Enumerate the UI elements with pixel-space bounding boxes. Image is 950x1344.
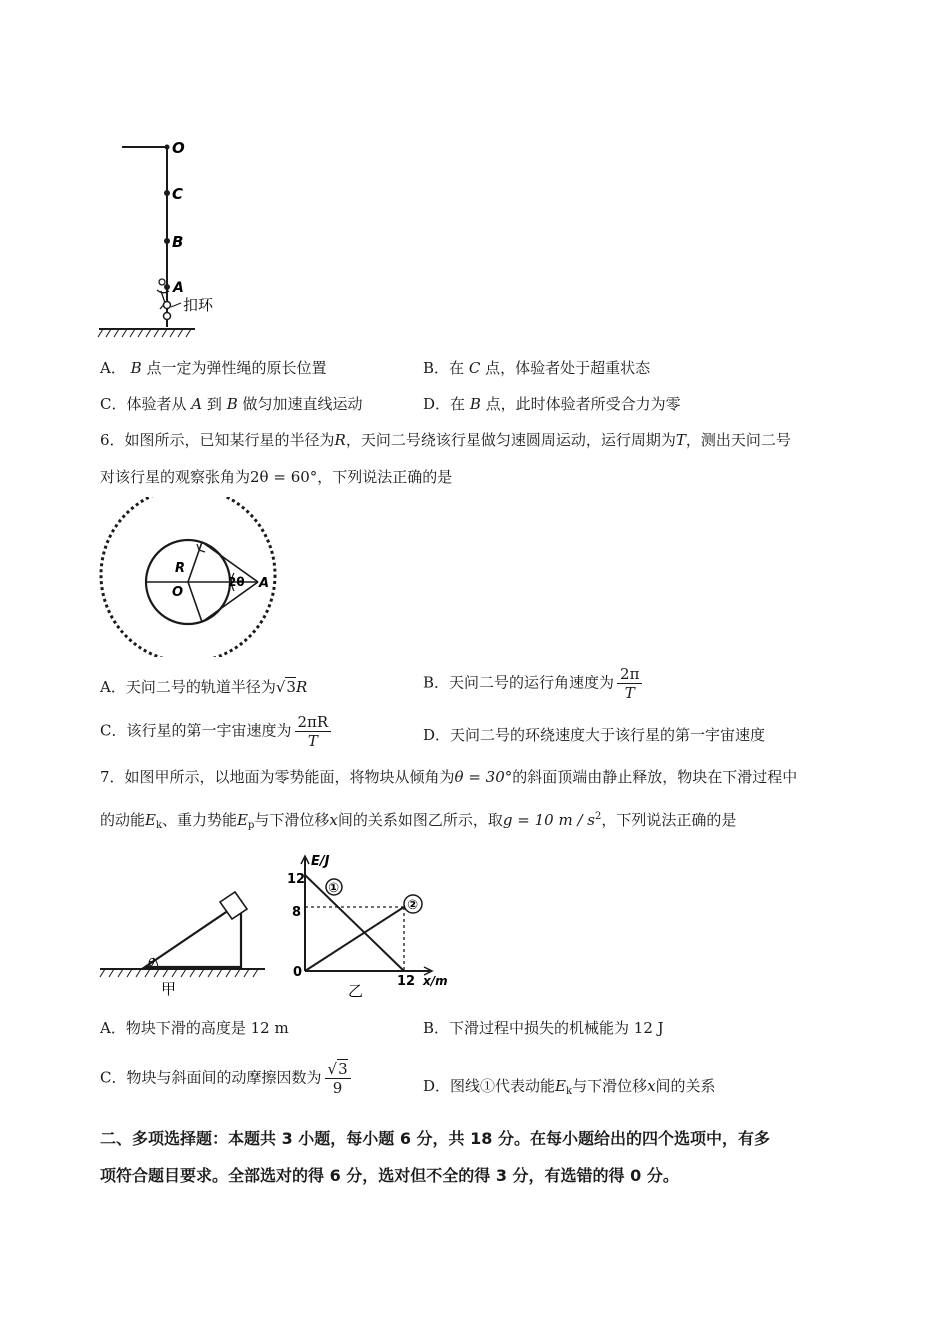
subscript: p bbox=[248, 820, 255, 831]
label-R: R bbox=[175, 561, 186, 576]
curve-2-marker bbox=[404, 895, 422, 913]
label-A: A bbox=[173, 280, 184, 296]
option-letter: B． bbox=[423, 1019, 450, 1037]
clasp-ring bbox=[164, 302, 171, 309]
denominator: T bbox=[624, 684, 635, 702]
var-R: R bbox=[334, 431, 346, 449]
point-C bbox=[164, 190, 170, 196]
fraction bbox=[325, 1060, 351, 1097]
var-E: E bbox=[145, 811, 156, 829]
var-E: E bbox=[555, 1077, 566, 1095]
stem-text: 、重力势能 bbox=[162, 811, 238, 829]
stem-text: 对该行星的观察张角为 bbox=[100, 468, 251, 486]
option-text: 体验者从 bbox=[126, 395, 187, 413]
q7-option-c[interactable] bbox=[100, 1060, 354, 1097]
superscript: 2 bbox=[594, 811, 602, 822]
tick-label-y-8: 8 bbox=[292, 905, 302, 920]
g-expr: g = 10 m / s bbox=[502, 811, 595, 829]
var: B bbox=[130, 359, 142, 377]
sqrt-radicand: 3 bbox=[286, 678, 296, 696]
tick-label-x-12: 12 bbox=[397, 974, 416, 989]
angle-expr: 2θ = 60° bbox=[250, 468, 318, 486]
option-text: 图线①代表动能 bbox=[450, 1077, 556, 1095]
var: A bbox=[191, 395, 203, 413]
option-letter: A． bbox=[100, 1019, 126, 1037]
curve-1-label: ① bbox=[328, 881, 340, 896]
q5-option-a[interactable] bbox=[100, 357, 326, 379]
label-O: O bbox=[172, 139, 185, 157]
option-text: 点，此时体验者所受合力为零 bbox=[485, 395, 681, 413]
option-text: 在 bbox=[449, 359, 465, 377]
var: C bbox=[468, 359, 481, 377]
numerator: √3 bbox=[325, 1060, 351, 1079]
q7-stem-line1 bbox=[100, 766, 797, 788]
series-line-2 bbox=[305, 907, 404, 971]
numerator: 2πR bbox=[295, 713, 332, 732]
q6-option-d[interactable] bbox=[423, 724, 765, 746]
point-A bbox=[164, 284, 170, 290]
bungee-figure bbox=[95, 135, 235, 345]
var-x: x bbox=[647, 1077, 656, 1095]
section2-heading-line2: 项符合题目要求。全部选对的得 6 分，选对但不全的得 3 分，有选错的得 0 分。 bbox=[100, 1166, 679, 1185]
planet-orbit-figure bbox=[95, 497, 285, 657]
option-text: 在 bbox=[450, 395, 466, 413]
option-text: 天问二号的环绕速度大于该行星的第一宇宙速度 bbox=[450, 726, 766, 744]
numerator: 2π bbox=[617, 665, 642, 684]
sqrt-expr: √3R bbox=[275, 678, 308, 696]
option-text: 天问二号的轨道半径为 bbox=[125, 678, 276, 696]
var: B bbox=[469, 395, 481, 413]
stem-text: 的动能 bbox=[100, 811, 146, 829]
energy-chart bbox=[282, 850, 462, 1000]
block bbox=[220, 892, 247, 919]
section2-heading-line1: 二、多项选择题：本题共 3 小题，每小题 6 分，共 18 分。在每小题给出的四个选项中，有多 bbox=[100, 1129, 770, 1148]
option-text: 下滑过程中损失的机械能为 12 J bbox=[449, 1019, 664, 1037]
option-text: 点一定为弹性绳的原长位置 bbox=[146, 359, 327, 377]
option-letter: A． bbox=[100, 678, 126, 696]
curve-1-marker bbox=[326, 879, 342, 896]
series-line-1 bbox=[305, 875, 404, 971]
q6-stem-line1 bbox=[100, 429, 791, 451]
angle-expr: θ = 30° bbox=[454, 768, 513, 786]
q6-option-c[interactable] bbox=[100, 713, 334, 750]
stem-text: 与下滑位移 bbox=[254, 811, 330, 829]
q6-option-a[interactable] bbox=[100, 676, 307, 698]
option-text: 点，体验者处于超重状态 bbox=[485, 359, 651, 377]
option-letter: C． bbox=[100, 721, 127, 740]
fraction bbox=[617, 665, 642, 702]
option-text: 间的关系 bbox=[655, 1077, 716, 1095]
q6-stem-line2 bbox=[100, 466, 452, 488]
option-letter: D． bbox=[423, 726, 451, 744]
var: R bbox=[295, 678, 308, 696]
incline-figure bbox=[95, 870, 275, 1000]
option-letter: D． bbox=[423, 1077, 451, 1095]
q7-option-d[interactable] bbox=[423, 1075, 716, 1103]
var: B bbox=[226, 395, 238, 413]
option-letter: D． bbox=[423, 395, 451, 413]
label-ring: 扣环 bbox=[183, 296, 214, 314]
q7-option-a[interactable] bbox=[100, 1017, 289, 1039]
x-axis-label: x/m bbox=[423, 974, 448, 988]
stem-text: 间的关系如图乙所示，取 bbox=[337, 811, 503, 829]
option-letter: B． bbox=[423, 673, 450, 692]
point-O bbox=[165, 145, 170, 150]
label-2theta: 2θ bbox=[228, 575, 245, 589]
orbit-circle bbox=[101, 497, 275, 657]
stem-text: 6．如图所示，已知某行星的半径为 bbox=[100, 431, 335, 449]
subscript: k bbox=[566, 1086, 573, 1097]
option-text: 该行星的第一宇宙速度为 bbox=[126, 721, 292, 740]
option-text: 物块与斜面间的动摩擦因数为 bbox=[126, 1068, 322, 1087]
y-axis-label: E/J bbox=[311, 854, 330, 869]
stem-text: ，测出天问二号 bbox=[685, 431, 791, 449]
stem-text: 7．如图甲所示，以地面为零势能面，将物块从倾角为 bbox=[100, 768, 455, 786]
caption-yi: 乙 bbox=[348, 982, 364, 1000]
stem-text: 的斜面顶端由静止释放，物块在下滑过程中 bbox=[512, 768, 798, 786]
option-letter: C． bbox=[100, 1068, 127, 1087]
subscript: k bbox=[155, 820, 163, 831]
denominator: T bbox=[307, 732, 318, 750]
sqrt-radicand: 3 bbox=[338, 1060, 348, 1078]
tick-label-origin: 0 bbox=[293, 965, 303, 980]
q6-option-b[interactable] bbox=[423, 665, 645, 702]
stem-text: ，下列说法正确的是 bbox=[601, 811, 737, 829]
option-text: 天问二号的运行角速度为 bbox=[449, 673, 615, 692]
option-text: 到 bbox=[206, 395, 222, 413]
label-A: A bbox=[259, 576, 270, 591]
label-C: C bbox=[172, 185, 184, 203]
q5-option-c[interactable] bbox=[100, 393, 363, 415]
option-text: 做匀加速直线运动 bbox=[242, 395, 363, 413]
denominator: 9 bbox=[332, 1079, 343, 1097]
var-E: E bbox=[237, 811, 248, 829]
stem-text: ，下列说法正确的是 bbox=[317, 468, 453, 486]
caption-jia: 甲 bbox=[161, 980, 177, 998]
q7-stem-line2 bbox=[100, 806, 736, 837]
stem-text: ，天问二号绕该行星做匀速圆周运动，运行周期为 bbox=[345, 431, 676, 449]
option-letter: C． bbox=[100, 395, 127, 413]
q5-option-b[interactable] bbox=[423, 357, 650, 379]
curve-2-label: ② bbox=[407, 898, 419, 913]
q5-option-d[interactable] bbox=[423, 393, 681, 415]
option-text: 与下滑位移 bbox=[572, 1077, 648, 1095]
var-x: x bbox=[329, 811, 338, 829]
option-letter: B． bbox=[423, 359, 450, 377]
point-B bbox=[164, 238, 170, 244]
tick-label-y-12: 12 bbox=[287, 872, 306, 887]
var-T: T bbox=[675, 431, 686, 449]
label-B: B bbox=[172, 233, 184, 251]
label-O: O bbox=[172, 585, 184, 600]
fraction bbox=[295, 713, 332, 750]
label-theta: θ bbox=[148, 956, 155, 969]
option-text: 物块下滑的高度是 12 m bbox=[125, 1019, 289, 1037]
option-letter: A． bbox=[100, 359, 126, 377]
q7-option-b[interactable] bbox=[423, 1017, 664, 1039]
